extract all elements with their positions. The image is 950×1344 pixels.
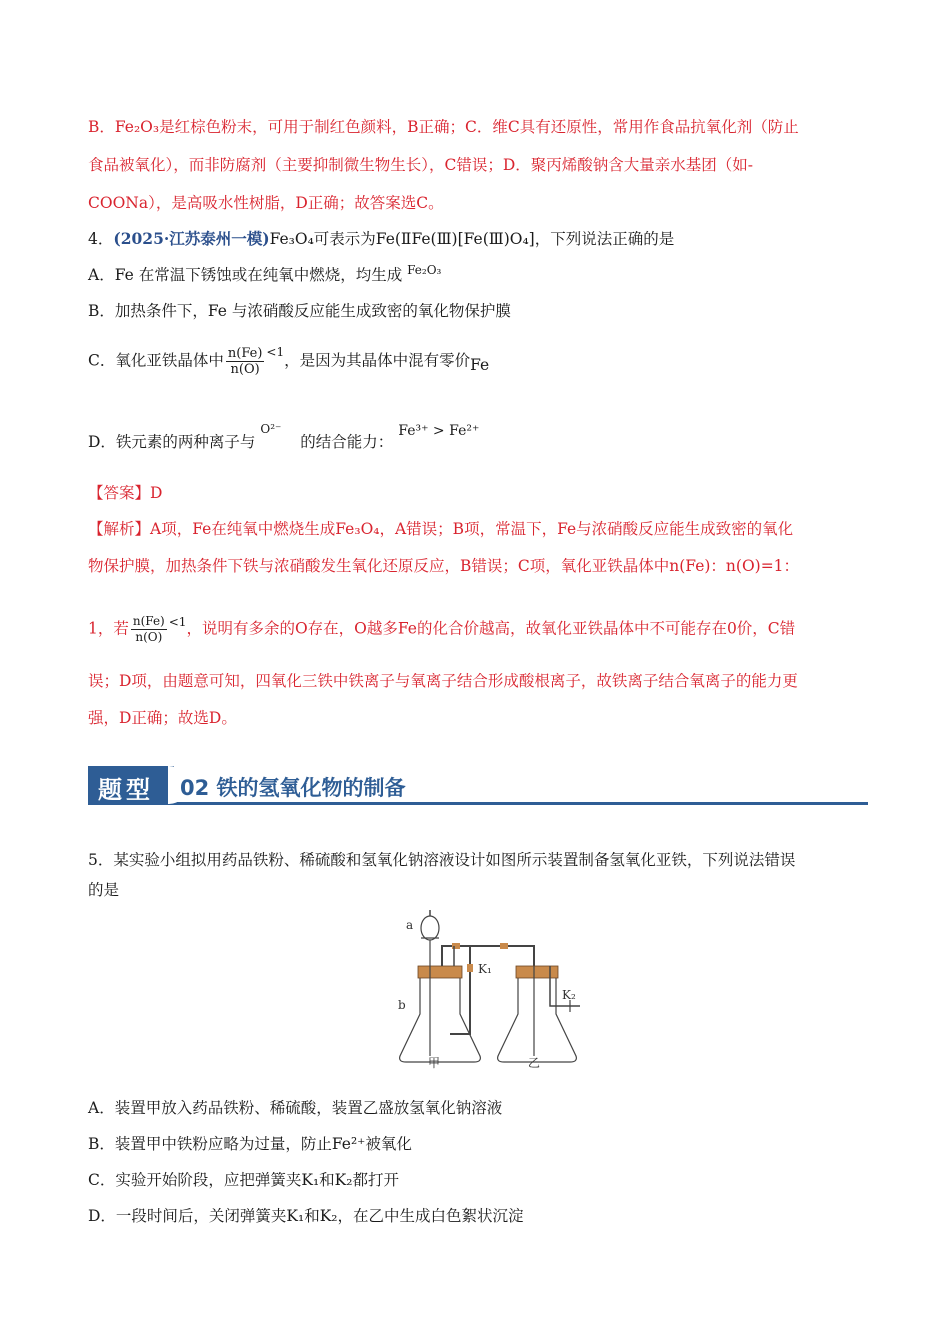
q4-option-d	[88, 422, 480, 453]
banner-rule	[88, 802, 868, 805]
prev-answer-line-3: COONa），是高吸水性树脂，D正确；故答案选C。	[88, 194, 444, 212]
question-5-stem-1: 5．某实验小组拟用药品铁粉、稀硫酸和氢氧化钠溶液设计如图所示装置制备氢氧化亚铁，下列说法错误	[88, 851, 796, 869]
q4-analysis-3: 1，若 $\frac{n(Fe)}{n(O)}$ $^{<1}$，说明有多余的O存在，O越多Fe的化合价越高，故氧化亚铁晶体中不可能存在0价，C错	[88, 614, 796, 644]
q5-option-b: B．装置甲中铁粉应略为过量，防止Fe²⁺被氧化	[88, 1135, 412, 1153]
label-a: a	[406, 918, 414, 932]
question-text: Fe₃O₄可表示为Fe(ⅡFe(Ⅲ)[Fe(Ⅲ)O₄]，下列说法正确的是	[269, 230, 675, 248]
option-a-formula: Fe₂O₃	[407, 263, 442, 277]
section-title: 02 铁的氢氧化物的制备	[180, 776, 406, 800]
prev-answer-line-1: B．Fe₂O₃是红棕色粉末，可用于制红色颜料，B正确；C．维C具有还原性，常用作食品抗氧化剂（防止	[88, 118, 799, 136]
section-badge-text: 题型	[98, 776, 154, 804]
q4-option-a	[88, 265, 441, 286]
option-c-relation: <1	[266, 344, 285, 359]
question-number: 4．	[88, 230, 114, 248]
label-k1: K₁	[478, 962, 492, 976]
label-flask-right: 乙	[528, 1056, 541, 1070]
q5-option-a: A．装置甲放入药品铁粉、稀硫酸，装置乙盛放氢氧化钠溶液	[88, 1099, 503, 1117]
q5-option-d: D．一段时间后，关闭弹簧夹K₁和K₂，在乙中生成白色絮状沉淀	[88, 1207, 524, 1225]
apparatus-figure	[392, 906, 592, 1080]
q4-analysis-4: 误；D项，由题意可知，四氧化三铁中铁离子与氧离子结合形成酸根离子，故铁离子结合氧离子的能力更	[88, 672, 798, 690]
question-4-stem	[88, 229, 674, 249]
q4-option-c	[88, 346, 489, 377]
label-b: b	[398, 998, 406, 1012]
q4-option-b: B．加热条件下，Fe 与浓硝酸反应能生成致密的氧化物保护膜	[88, 302, 511, 320]
option-d-mid: 的结合能力：	[300, 433, 394, 451]
option-d-relation: Fe³⁺ > Fe²⁺	[398, 423, 480, 439]
q4-analysis-1: 【解析】A项，Fe在纯氧中燃烧生成Fe₃O₄，A错误；B项，常温下，Fe与浓硝酸反应能生成致密的氧化	[88, 520, 794, 538]
option-a-text: A．Fe 在常温下锈蚀或在纯氧中燃烧，均生成	[88, 266, 403, 284]
option-d-prefix: D．铁元素的两种离子与	[88, 433, 256, 451]
q4-answer: 【答案】D	[88, 484, 163, 502]
fraction-fe-o: $\frac{n(Fe)}{n(O)}$	[227, 346, 263, 377]
question-source: (2025·江苏泰州一模)	[113, 229, 270, 248]
q4-analysis-2: 物保护膜，加热条件下铁与浓硝酸发生氧化还原反应，B错误；C项，氧化亚铁晶体中n(Fe)：n(O)=1：	[88, 557, 800, 575]
option-c-prefix: C．氧化亚铁晶体中	[88, 351, 224, 370]
q5-option-c: C．实验开始阶段，应把弹簧夹K₁和K₂都打开	[88, 1171, 399, 1189]
analysis-fraction: $\frac{n(Fe)}{n(O)}$	[132, 614, 165, 644]
question-5-stem-2: 的是	[88, 881, 120, 899]
label-k2: K₂	[562, 988, 576, 1002]
q4-analysis-5: 强，D正确；故选D。	[88, 709, 237, 727]
prev-answer-line-2: 食品被氧化），而非防腐剂（主要抑制微生物生长），C错误；D．聚丙烯酸钠含大量亲水基团（如-	[88, 156, 754, 174]
label-flask-left: 甲	[428, 1056, 441, 1070]
option-c-suffix: ，是因为其晶体中混有零价	[284, 351, 471, 370]
option-d-ion: O²⁻	[260, 422, 282, 436]
option-c-fe: Fe	[470, 355, 490, 374]
section-banner	[88, 766, 868, 806]
